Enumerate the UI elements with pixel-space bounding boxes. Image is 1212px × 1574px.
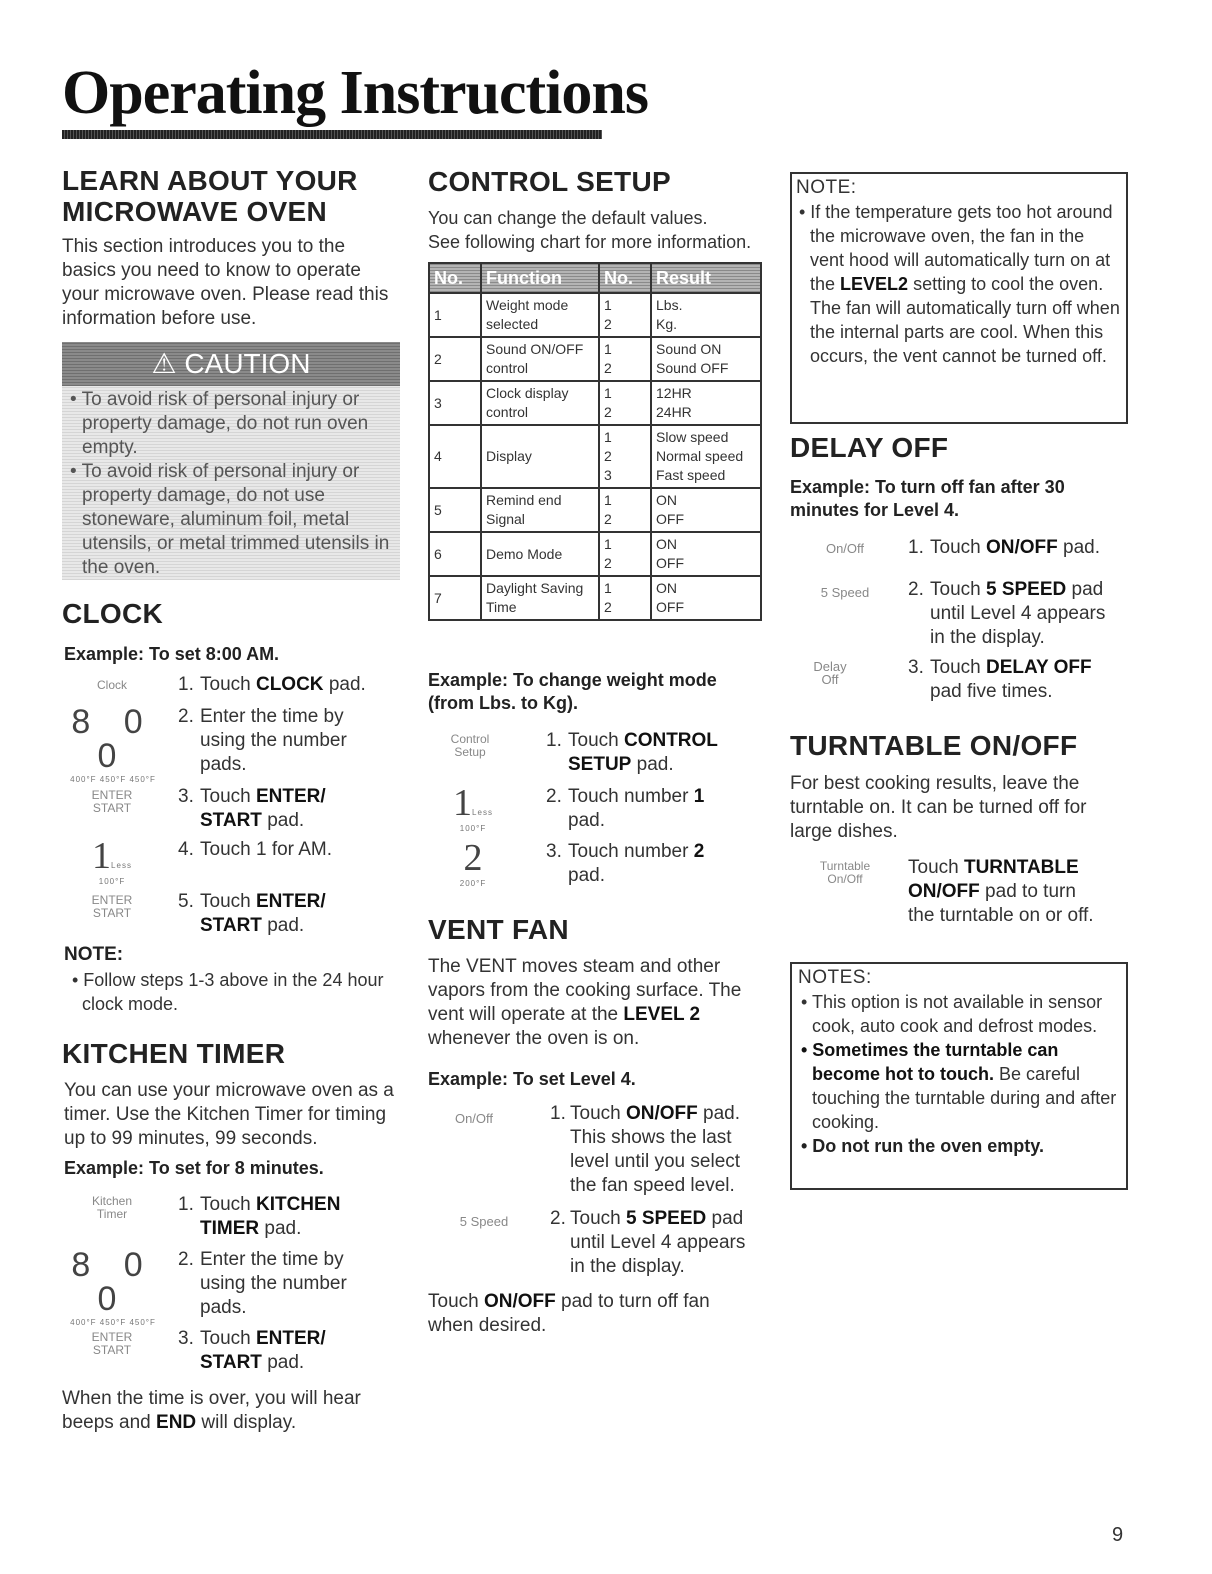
table-row <box>429 293 761 337</box>
number-two-icon: 2 200°F <box>459 837 487 888</box>
col-header-result: Result <box>651 263 761 293</box>
number-one-icon: 1Less 100°F <box>453 782 493 833</box>
five-speed-pad-icon: 5 Speed <box>820 585 870 600</box>
cell-function: Clock display control <box>481 381 599 425</box>
clock-note-item: • Follow steps 1-3 above in the 24 hour clock mode. <box>72 970 384 1014</box>
notes-item: • Do not run the oven empty. <box>801 1136 1044 1156</box>
cell-option-no: 1 2 <box>599 532 651 576</box>
caution-item: • To avoid risk of personal injury or property damage, do not use stoneware, aluminum foil, metal utensils, or metal trimmed utensils in the oven. <box>70 461 390 578</box>
timer-intro: You can use your microwave oven as a timer. Use the Kitchen Timer for timing up to 99 minutes, 99 seconds. <box>64 1080 394 1149</box>
clock-step-3: ENTER START 3. Touch ENTER/ START pad. <box>62 785 402 835</box>
clock-note-title: NOTE: <box>64 944 124 965</box>
turntable-heading: TURNTABLE ON/OFF <box>790 730 1078 761</box>
cell-function: Sound ON/OFF control <box>481 337 599 381</box>
cell-result: Sound ON Sound OFF <box>651 337 761 381</box>
timer-heading: KITCHEN TIMER <box>62 1038 286 1069</box>
timer-example: Example: To set for 8 minutes. <box>64 1158 324 1178</box>
cell-result: Slow speed Normal speed Fast speed <box>651 425 761 488</box>
on-off-pad-icon: On/Off <box>825 541 865 556</box>
cell-option-no: 1 2 <box>599 488 651 532</box>
clock-step-4: 1Less 100°F 4. Touch 1 for AM. <box>62 838 402 878</box>
page-title: Operating Instructions <box>62 59 648 127</box>
cell-function: Weight mode selected <box>481 293 599 337</box>
turntable-intro: For best cooking results, leave the turntable on. It can be turned off for large dishes. <box>790 773 1087 842</box>
cell-no: 4 <box>429 425 481 488</box>
clock-step-5: ENTER START 5. Touch ENTER/ START pad. <box>62 890 402 940</box>
control-intro-1: You can change the default values. <box>428 208 708 228</box>
enter-start-icon: ENTER START <box>91 788 133 815</box>
vent-example: Example: To set Level 4. <box>428 1069 636 1089</box>
learn-intro: This section introduces you to the basics you need to know to operate your microwave oven. Please read this information before use. <box>62 236 389 329</box>
turntable-notes-title: NOTES: <box>798 967 872 988</box>
timer-step-2: 8 0 0 400°F 450°F 450°F 2. Enter the time by using the number pads. <box>62 1248 402 1322</box>
timer-end-text: When the time is over, you will hear beeps and END will display. <box>62 1388 361 1433</box>
cell-result: ON OFF <box>651 488 761 532</box>
turntable-step: Turntable On/Off Touch TURNTABLE ON/OFF pad to turn the turntable on or off. <box>790 856 1125 932</box>
table-row <box>429 381 761 425</box>
delay-step-3: Delay Off 3. Touch DELAY OFF pad five times. <box>790 656 1125 708</box>
cell-function: Display <box>481 425 599 488</box>
vent-step-2: 5 Speed 2. Touch 5 SPEED pad until Level 4 appears in the display. <box>428 1207 763 1283</box>
vent-note-box <box>790 172 1128 424</box>
cell-result: Lbs. Kg. <box>651 293 761 337</box>
cell-option-no: 1 2 <box>599 576 651 620</box>
on-off-pad-icon: On/Off <box>454 1111 494 1126</box>
vent-note-title: NOTE: <box>796 177 857 198</box>
vent-end-text: Touch ON/OFF pad to turn off fan when desired. <box>428 1291 710 1336</box>
col-header-no: No. <box>429 263 481 293</box>
title-rule <box>62 130 602 139</box>
control-setup-table <box>428 262 762 621</box>
number-pad-icon: 8 0 0 400°F 450°F 450°F <box>70 1246 156 1327</box>
page-number: 9 <box>1112 1524 1124 1546</box>
caution-item: • To avoid risk of personal injury or property damage, do not run oven empty. <box>70 389 369 458</box>
cell-no: 7 <box>429 576 481 620</box>
cell-result: ON OFF <box>651 532 761 576</box>
notes-item: • Sometimes the turntable can become hot to touch. Be careful touching the turntable during and after cooking. <box>801 1040 1117 1132</box>
col-header-no-2: No. <box>599 263 651 293</box>
delay-heading: DELAY OFF <box>790 432 949 463</box>
clock-example: Example: To set 8:00 AM. <box>64 644 280 664</box>
control-heading: CONTROL SETUP <box>428 166 671 197</box>
vent-heading: VENT FAN <box>428 914 569 945</box>
number-pad-icon: 8 0 0 400°F 450°F 450°F <box>70 703 156 784</box>
delay-step-2: 5 Speed 2. Touch 5 SPEED pad until Level 4 appears in the display. <box>790 578 1125 654</box>
learn-section <box>62 165 402 331</box>
control-step-2: 1Less 100°F 2. Touch number 1 pad. <box>428 785 763 837</box>
cell-option-no: 1 2 <box>599 293 651 337</box>
cell-function: Daylight Saving Time <box>481 576 599 620</box>
number-one-icon: 1Less 100°F <box>92 835 132 886</box>
table-row <box>429 337 761 381</box>
caution-box <box>62 342 400 580</box>
enter-start-icon: ENTER START <box>91 893 133 920</box>
five-speed-pad-icon: 5 Speed <box>459 1214 509 1229</box>
cell-result: 12HR 24HR <box>651 381 761 425</box>
timer-step-1: Kitchen Timer 1. Touch KITCHEN TIMER pad. <box>62 1193 402 1243</box>
control-example: Example: To change weight mode (from Lbs. to Kg). <box>428 670 717 713</box>
notes-item: • This option is not available in sensor cook, auto cook and defrost modes. <box>801 992 1103 1036</box>
cell-function: Demo Mode <box>481 532 599 576</box>
cell-option-no: 1 2 <box>599 381 651 425</box>
cell-no: 5 <box>429 488 481 532</box>
clock-heading: CLOCK <box>62 598 164 629</box>
table-row <box>429 576 761 620</box>
table-header-row <box>429 263 761 293</box>
clock-pad-icon: Clock <box>96 678 127 692</box>
caution-list <box>68 388 398 580</box>
clock-note <box>64 944 394 1016</box>
turntable-pad-icon: Turntable On/Off <box>819 859 871 886</box>
enter-start-icon: ENTER START <box>91 1330 133 1357</box>
table-row <box>429 425 761 488</box>
timer-step-3: ENTER START 3. Touch ENTER/ START pad. <box>62 1327 402 1377</box>
control-intro-2: See following chart for more information. <box>428 232 752 252</box>
control-step-3: 2 200°F 3. Touch number 2 pad. <box>428 840 763 892</box>
vent-step-1: On/Off 1. Touch ON/OFF pad. This shows the last level until you select the fan speed level. <box>428 1102 763 1202</box>
cell-result: ON OFF <box>651 576 761 620</box>
control-step-1: Control Setup 1. Touch CONTROL SETUP pad. <box>428 729 763 781</box>
clock-step-1: Clock 1. Touch CLOCK pad. <box>62 673 402 699</box>
turntable-notes-box <box>790 962 1128 1190</box>
delay-example: Example: To turn off fan after 30 minutes for Level 4. <box>790 477 1065 520</box>
table-row <box>429 532 761 576</box>
kitchen-timer-pad-icon: Kitchen Timer <box>91 1194 133 1221</box>
learn-heading: LEARN ABOUT YOUR MICROWAVE OVEN <box>62 165 358 227</box>
table-row <box>429 488 761 532</box>
cell-no: 2 <box>429 337 481 381</box>
cell-no: 1 <box>429 293 481 337</box>
cell-no: 3 <box>429 381 481 425</box>
cell-function: Remind end Signal <box>481 488 599 532</box>
cell-option-no: 1 2 <box>599 337 651 381</box>
vent-note-item: • If the temperature gets too hot around the microwave oven, the fan in the vent hood will automatically turn on at the LEVEL2 setting to cool the oven. The fan will automatically turn off when the internal parts are cool. When this occurs, the vent cannot be turned off. <box>799 202 1120 366</box>
delay-step-1: On/Off 1. Touch ON/OFF pad. <box>790 536 1125 566</box>
clock-step-2: 8 0 0 400°F 450°F 450°F 2. Enter the time by using the number pads. <box>62 705 402 777</box>
cell-no: 6 <box>429 532 481 576</box>
control-setup-pad-icon: Control Setup <box>450 732 490 759</box>
col-header-function: Function <box>481 263 599 293</box>
caution-title: ⚠ CAUTION <box>62 342 400 386</box>
cell-option-no: 1 2 3 <box>599 425 651 488</box>
vent-intro: The VENT moves steam and other vapors from the cooking surface. The vent will operate at the LEVEL 2 whenever the oven is on. <box>428 956 742 1049</box>
delay-off-pad-icon: Delay Off <box>813 659 847 687</box>
